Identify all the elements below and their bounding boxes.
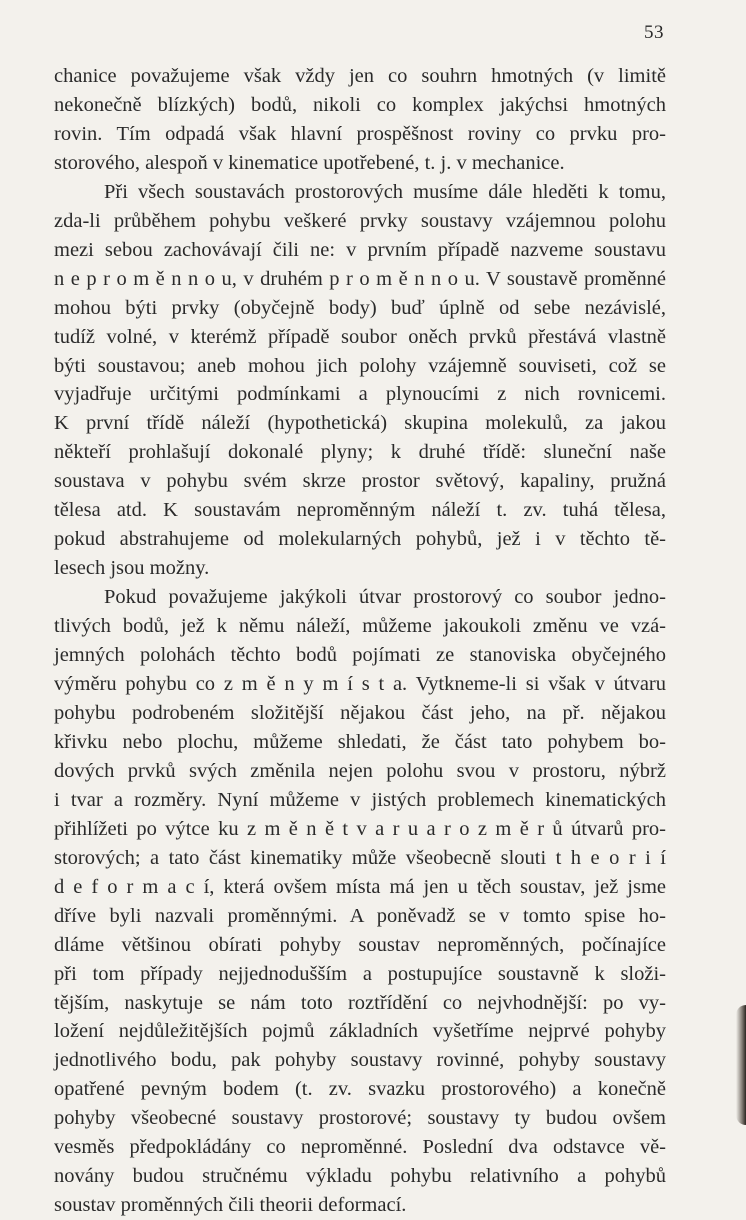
- text-line: vyjadřuje určitými podmínkami a plynoucími z nich rovnicemi.: [54, 383, 666, 406]
- text-line: i tvar a rozměry. Nyní můžeme v jistých problemech kinematických: [54, 788, 666, 811]
- text-line: při tom případy nejjednodušším a postupujíce soustavně k složi-: [54, 962, 666, 985]
- text-line: novány budou stručnému výkladu pohybu relativního a pohybů: [54, 1165, 666, 1188]
- text-line: Při všech soustavách prostorových musíme dále hleděti k tomu,: [104, 180, 666, 203]
- text-line: křivku nebo plochu, můžeme shledati, že část tato pohybem bo-: [54, 730, 666, 753]
- text-line: storového, alespoň v kinematice upotřebené, t. j. v mechanice.: [54, 151, 565, 174]
- text-line: d e f o r m a c í, která ovšem místa má jen u těch soustav, jež jsme: [54, 875, 666, 898]
- page-number: 53: [644, 22, 664, 43]
- text-line: dláme většinou obírati pohyby soustav neproměnných, počínajíce: [54, 933, 666, 956]
- text-line: mohou býti prvky (obyčejně body) buď úplně od sebe nezávislé,: [54, 296, 666, 319]
- text-line: soustav proměnných čili theorii deformací.: [54, 1194, 407, 1217]
- text-line: K první třídě náleží (hypothetická) skupina molekulů, za jakou: [54, 412, 666, 435]
- text-line: tělesa atd. K soustavám neproměnným náleží t. zv. tuhá tělesa,: [54, 499, 666, 522]
- text-line: tlivých bodů, jež k němu náleží, můžeme jakoukoli změnu ve vzá-: [54, 615, 666, 638]
- text-line: pohybu podrobeném složitější nějakou část jeho, na př. nějakou: [54, 701, 666, 724]
- text-line: Pokud považujeme jakýkoli útvar prostorový co soubor jedno-: [104, 586, 666, 609]
- text-line: zda-li průběhem pohybu veškeré prvky soustavy vzájemnou polohu: [54, 209, 666, 232]
- text-line: n e p r o m ě n n o u, v druhém p r o m ě n n o u. V soustavě proměnné: [54, 267, 666, 290]
- text-line: dříve byli nazvali proměnnými. A poněvadž se v tomto spise ho-: [54, 904, 666, 927]
- text-line: výměru pohybu co z m ě n y m í s t a. Vytkneme-li si však v útvaru: [54, 673, 666, 696]
- text-line: tějším, naskytuje se nám toto roztřídění co nejvhodnější: po vy-: [54, 991, 666, 1014]
- text-line: ložení nejdůležitějších pojmů základních vyšetříme nejprvé pohyby: [54, 1020, 666, 1043]
- text-line: mezi sebou zachovávají čili ne: v prvním případě nazveme soustavu: [54, 238, 666, 261]
- text-line: nekonečně blízkých) bodů, nikoli co komplex jakýchsi hmotných: [54, 93, 666, 116]
- text-line: jemných polohách těchto bodů pojímati ze stanoviska obyčejného: [54, 644, 666, 667]
- text-line: storových; a tato část kinematiky může všeobecně slouti t h e o r i í: [54, 846, 666, 869]
- text-line: chanice považujeme však vždy jen co souhrn hmotných (v limitě: [54, 65, 666, 87]
- text-line: jednotlivého bodu, pak pohyby soustavy rovinné, pohyby soustavy: [54, 1049, 666, 1072]
- text-line: lesech jsou možny.: [54, 557, 210, 580]
- text-line: pokud abstrahujeme od molekularných pohybů, jež i v těchto tě-: [54, 528, 666, 551]
- body-text: [54, 62, 666, 1220]
- text-line: pohyby všeobecné soustavy prostorové; soustavy ty budou ovšem: [54, 1107, 666, 1130]
- text-line: vesměs předpokládány co neproměnné. Poslední dva odstavce vě-: [54, 1136, 666, 1159]
- text-line: přihlížeti po výtce ku z m ě n ě t v a r u a r o z m ě r ů útvarů pro-: [54, 817, 666, 840]
- text-line: opatřené pevným bodem (t. zv. svazku prostorového) a konečně: [54, 1078, 666, 1101]
- text-line: býti soustavou; aneb mohou jich polohy vzájemně souviseti, což se: [54, 354, 666, 377]
- text-line: rovin. Tím odpadá však hlavní prospěšnost roviny co prvku pro-: [54, 122, 666, 145]
- text-line: soustava v pohybu svém skrze prostor světový, kapaliny, pružná: [54, 470, 666, 493]
- text-line: někteří prohlašují dokonalé plyny; k druhé třídě: sluneční naše: [54, 441, 666, 464]
- text-line: tudíž volné, v kterémž případě soubor oněch prvků přestává vlastně: [54, 325, 666, 348]
- text-line: dových prvků svých změnila nejen polohu svou v prostoru, nýbrž: [54, 759, 666, 782]
- page-edge-shadow: [736, 1005, 746, 1125]
